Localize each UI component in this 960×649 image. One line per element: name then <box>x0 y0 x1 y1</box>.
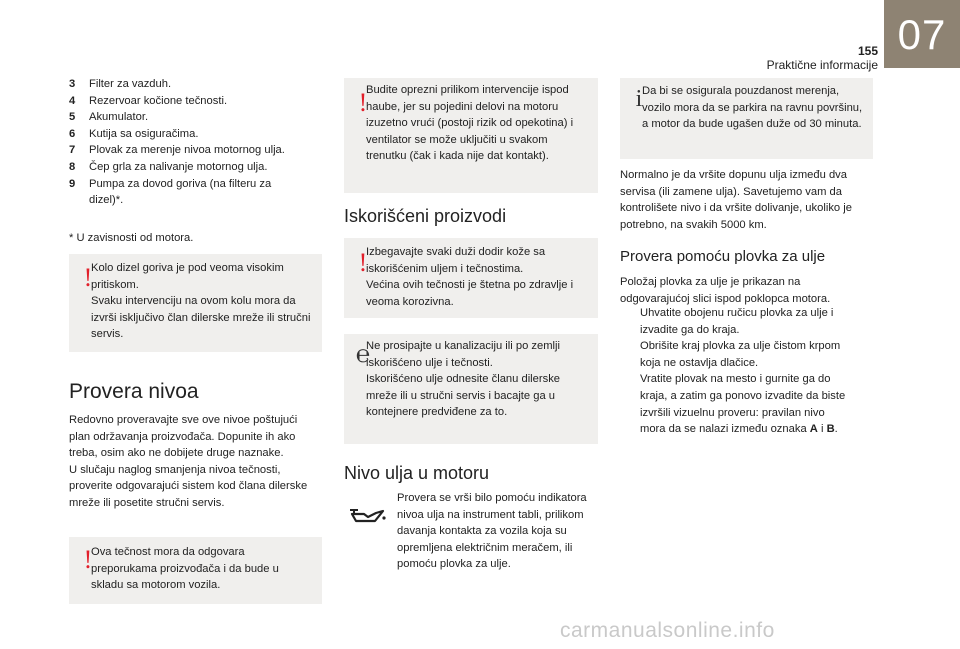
environment-text: Ne prosipajte u kanalizaciju ili po zemlji iskorišćeno ulje i tečnosti. Iskorišćeno ulje odnesite članu dilerske mreže ili u stručni servis i bacajte ga u kontejnere predviđene za to. <box>366 340 561 419</box>
section-title: Provera pomoću plovka za ulje <box>620 248 826 265</box>
list-item: 4 Rezervoar kočione tečnosti. <box>69 94 228 107</box>
steps-list <box>620 305 870 438</box>
list-item: Vratite plovak na mesto i gurnite ga do kraja, a zatim ga ponovo izvadite da biste izvršili vizuelnu proveru: pravilan nivo mora da se nalazi između oznaka A i B. <box>620 371 870 437</box>
oil-text: Provera se vrši bilo pomoću indikatora nivoa ulja na instrument tabli, prilikom davanja kontakta za vozila koja su opremljena električnim meračem, ili pomoću plovka za ulje. <box>397 492 587 571</box>
warning-text: Budite oprezni prilikom intervencije ispod haube, jer su pojedini delovi na motoru izuzetno vrući (postoji rizik od opekotina) i ventilator se može uključiti u svakom trenutku (čak i kada nije dat kontakt). <box>366 84 574 163</box>
watermark: carmanualsonline.info <box>560 619 775 642</box>
warning-box <box>344 238 598 318</box>
oil-can-icon <box>348 505 388 527</box>
warning-text: Kolo dizel goriva je pod veoma visokim pritiskom. Svaku intervenciju na ovom kolu mora da izvrši isključivo član dilerske mreže ili stručni servis. <box>91 262 311 341</box>
warning-icon: ! <box>83 263 93 292</box>
chapter-number: 07 <box>897 11 947 58</box>
list-item: Uhvatite obojenu ručicu plovka za ulje i izvadite ga do kraja. <box>620 305 870 338</box>
page-number: 155 <box>857 44 878 58</box>
bullet-icon <box>620 305 640 338</box>
warning-box <box>69 254 322 352</box>
component-list <box>69 76 319 209</box>
info-text: Da bi se osigurala pouzdanost merenja, vozilo mora da se parkira na ravnu površinu, a motor da bude ugašen duže od 30 minuta. <box>642 85 863 131</box>
environment-box <box>344 334 598 444</box>
bullet-icon <box>620 338 640 371</box>
info-box <box>620 78 873 159</box>
list-item: 3 Filter za vazduh. <box>69 78 172 90</box>
section-title: Nivo ulja u motoru <box>344 463 490 483</box>
warning-icon: ! <box>358 88 368 117</box>
bullet-icon <box>620 371 640 437</box>
footnote: * U zavisnosti od motora. <box>69 232 194 244</box>
info-icon: i <box>635 86 643 112</box>
list-item: 6 Kutija sa osiguračima. <box>69 127 199 140</box>
warning-icon: ! <box>83 545 93 574</box>
warning-text: Izbegavajte svaki duži dodir kože sa iskorišćenim uljem i tečnostima. Većina ovih tečnosti je štetna po zdravlje i veoma korozivna. <box>366 246 574 308</box>
list-item: 7 Plovak za merenje nivoa motornog ulja. <box>69 144 285 157</box>
warning-text: Ova tečnost mora da odgovara preporukama proizvođača i da bude u skladu sa motorom vozila. <box>91 546 279 592</box>
paragraph: Redovno proveravajte sve ove nivoe poštujući plan održavanja proizvođača. Dopunite ih ako treba, osim ako ne dobijete druge naznake. U slučaju naglog smanjenja nivoa tečnosti, proverite odgovarajući sistem kod člana dilerske mreže ili posetite stručni servis. <box>69 414 308 509</box>
paragraph: Normalno je da vršite dopunu ulja između dva servisa (ili zamene ulja). Savetujemo vam da kontrolišete nivo i da vršite dolivanje, ukoliko je potrebno, na svakih 5000 km. <box>620 169 852 231</box>
warning-box <box>69 537 322 604</box>
list-item: 8 Čep grla za nalivanje motornog ulja. <box>69 160 268 173</box>
list-item: Obrišite kraj plovka za ulje čistom krpom koja ne ostavlja dlačice. <box>620 338 870 371</box>
paragraph: Položaj plovka za ulje je prikazan na odgovarajućoj slici ispod poklopca motora. <box>620 276 831 305</box>
section-title: Provera nivoa <box>69 380 199 403</box>
list-item: 9 Pumpa za dovod goriva (na filteru za dizel)*. <box>69 177 272 207</box>
eco-icon: ℮ <box>355 342 371 368</box>
section-title: Iskorišćeni proizvodi <box>344 206 507 226</box>
mark-b: B <box>826 423 835 436</box>
warning-box <box>344 78 598 193</box>
chapter-title: Praktične informacije <box>766 58 878 72</box>
list-item: 5 Akumulator. <box>69 111 149 124</box>
mark-a: A <box>809 423 818 436</box>
warning-icon: ! <box>358 248 368 277</box>
